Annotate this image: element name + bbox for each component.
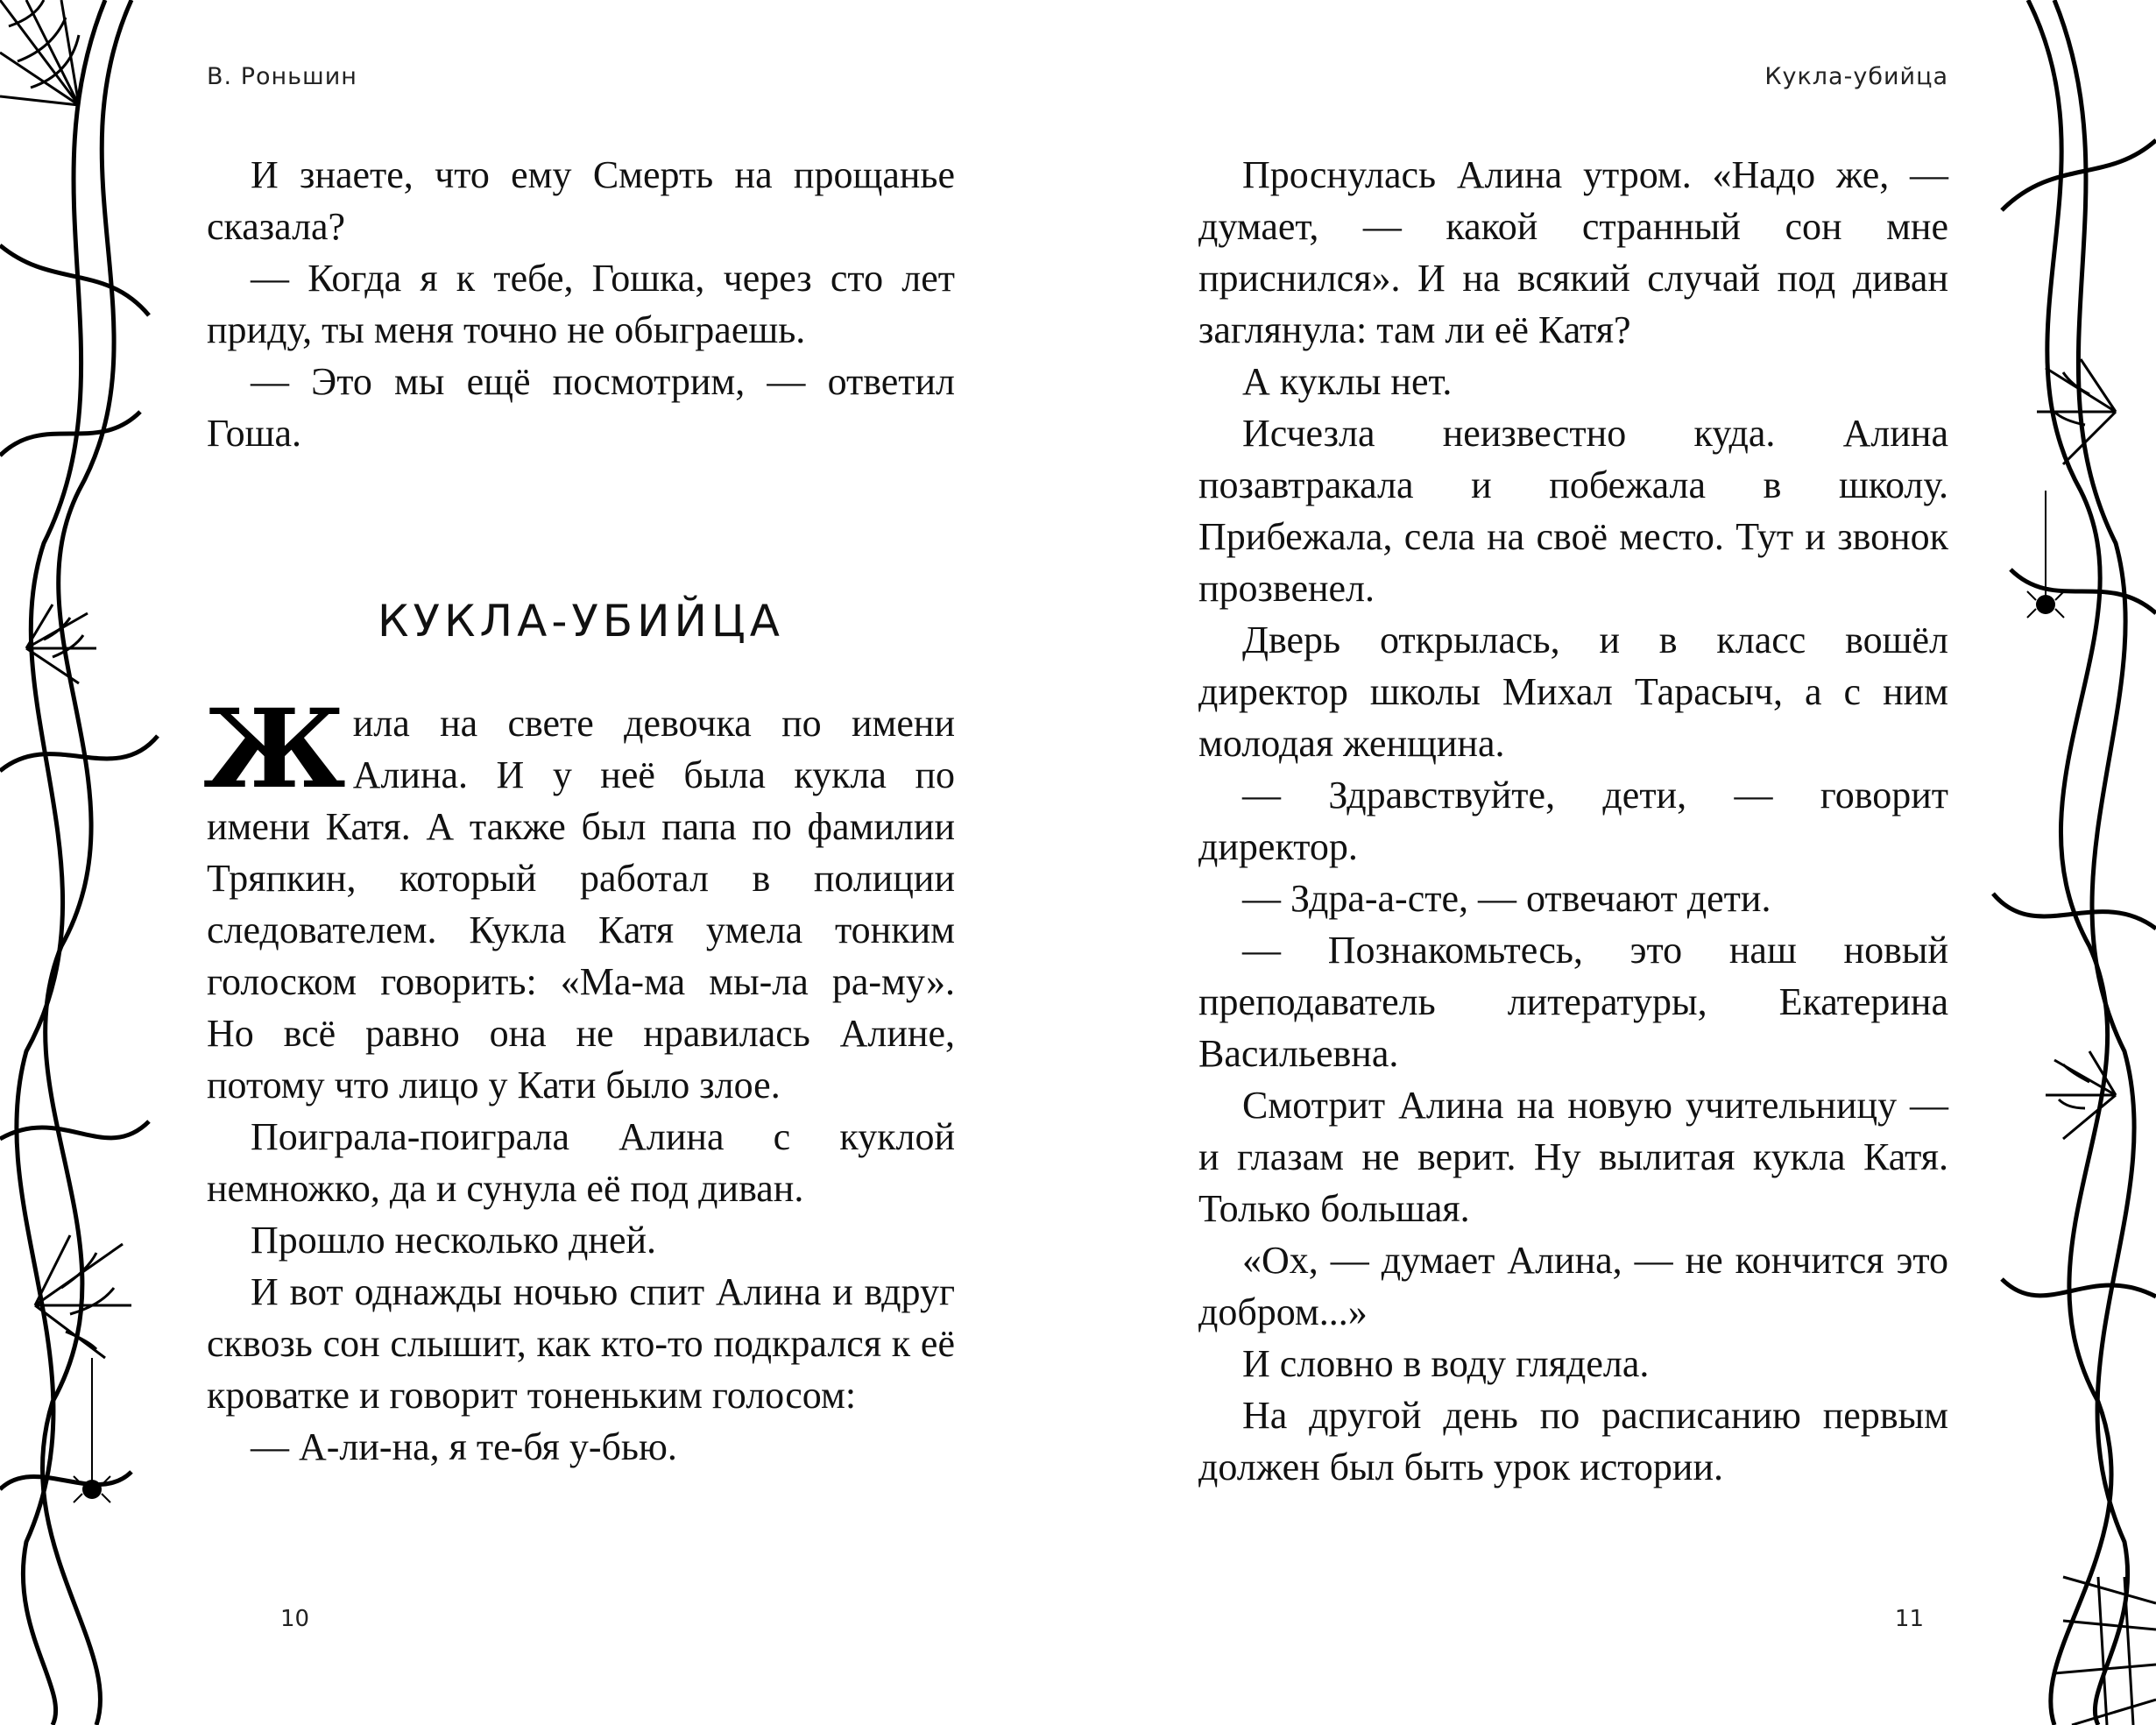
paragraph: «Ох, — думает Алина, — не кончится это добром...» <box>1198 1239 1948 1333</box>
paragraph: Проснулась Алина утром. «Надо же, — думает, — какой странный сон мне приснился». И на всякий случай под диван заглянула: там ли её Катя? <box>1198 153 1948 351</box>
paragraph: — Это мы ещё посмотрим, — ответил Гоша. <box>207 360 955 455</box>
right-page <box>1198 0 1948 1725</box>
running-head-title: Кукла-убийца <box>1764 63 1948 90</box>
paragraph: — Здравствуйте, дети, — говорит директор. <box>1198 774 1948 868</box>
paragraph: А куклы нет. <box>1242 360 1453 403</box>
cobweb-decoration-icon <box>0 0 175 1725</box>
first-paragraph-text: ила на свете девочка по имени Алина. И у неё была кукла по имени Катя. А также был папа по фамилии Тряпкин, который работал в полиции следователем. Кукла Катя умела тонким голоском говорить: «Ма-ма мы-ла ра-му». Но всё равно она не нравилась Алине, потому что лицо у Кати было злое. <box>207 702 955 1106</box>
paragraph: — Когда я к тебе, Гошка, через сто лет приду, ты меня точно не обыграешь. <box>207 257 955 351</box>
page-number: 11 <box>1894 1606 1924 1632</box>
paragraph: — А-ли-на, я те-бя у-бью. <box>251 1425 677 1468</box>
left-top-text <box>207 149 955 459</box>
chapter-title: КУКЛА-УБИЙЦА <box>378 596 784 647</box>
left-page <box>203 0 955 1725</box>
paragraph: Исчезла неизвестно куда. Алина позавтракала и побежала в школу. Прибежала, села на своё место. Тут и звонок прозвенел. <box>1198 412 1948 610</box>
left-chapter-text <box>203 686 955 1473</box>
paragraph: Дверь открылась, и в класс вошёл директор школы Михал Тарасыч, а с ним молодая женщина. <box>1198 619 1948 765</box>
running-head-author: В. Роньшин <box>207 63 357 90</box>
paragraph: И словно в воду глядела. <box>1242 1342 1650 1385</box>
first-paragraph <box>203 686 955 1111</box>
spider-web-border-left <box>0 0 175 1725</box>
paragraph: И знаете, что ему Смерть на прощанье сказала? <box>207 153 955 248</box>
paragraph: Прошло несколько дней. <box>251 1219 657 1262</box>
paragraph: Поиграла-поиграла Алина с куклой немножко, да и сунула её под диван. <box>207 1115 955 1210</box>
paragraph: На другой день по расписанию первым должен был быть урок истории. <box>1198 1394 1948 1488</box>
paragraph: — Здра-а-сте, — отвечают дети. <box>1242 877 1771 920</box>
drop-cap: Ж <box>203 686 346 813</box>
paragraph: Смотрит Алина на новую учительницу — и глазам не верит. Ну вылитая кукла Катя. Только большая. <box>1198 1084 1948 1230</box>
cobweb-decoration-icon <box>1976 0 2156 1725</box>
paragraph: И вот однажды ночью спит Алина и вдруг сквозь сон слышит, как кто-то подкрался к её кроватке и говорит тоненьким голосом: <box>207 1270 955 1417</box>
spider-web-border-right <box>1976 0 2156 1725</box>
paragraph: — Познакомьтесь, это наш новый преподаватель литературы, Екатерина Васильевна. <box>1198 929 1948 1075</box>
page-number: 10 <box>280 1606 310 1632</box>
right-text <box>1198 149 1948 1493</box>
